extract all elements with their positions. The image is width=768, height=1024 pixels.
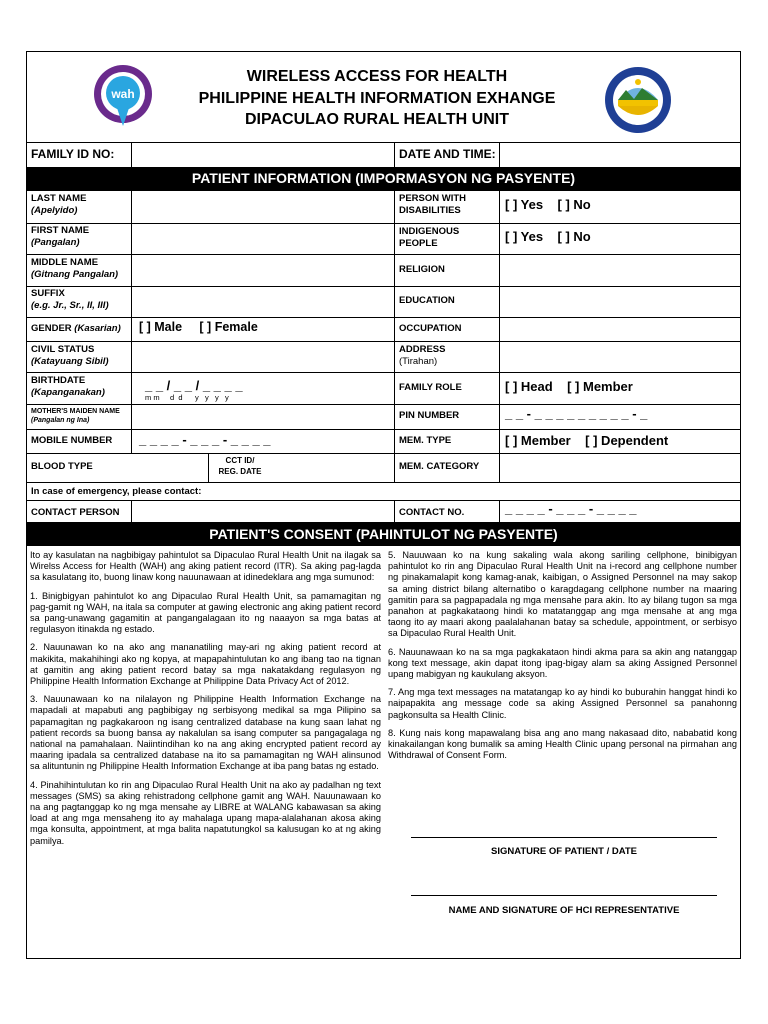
address-field[interactable]: [500, 342, 740, 372]
middle-name-label: MIDDLE NAME (Gitnang Pangalan): [31, 257, 119, 280]
date-time-label: DATE AND TIME:: [399, 147, 496, 161]
contact-no-label: CONTACT NO.: [399, 507, 465, 518]
suffix-label: SUFFIX (e.g. Jr., Sr., II, III): [31, 288, 109, 311]
cct-field[interactable]: [272, 454, 394, 482]
last-name-label: LAST NAME (Apelyido): [31, 193, 87, 216]
family-id-field[interactable]: [132, 143, 394, 167]
consent-heading: PATIENT'S CONSENT (PAHINTULOT NG PASYENTE): [27, 523, 740, 546]
consent-right-column: [388, 550, 737, 768]
title-line-2: PHILIPPINE HEALTH INFORMATION EXHANGE: [198, 89, 556, 107]
contact-person-label: CONTACT PERSON: [31, 507, 120, 518]
patient-signature-line[interactable]: [411, 837, 717, 838]
consent-paragraph: 5. Nauuwaan ko na kung sakaling wala akong sariling cellphone, binibigyan pahintulot ko rin ang Dipaculao Rural Health Unit na i-record ang cellphone number ng pinakamalapit kong kamag-anak, kaibigan, o Assigned Personnel na may sakop sa aming district bilang alternatibo o karagdagang cellphone number na maaring gamitin para sa pagpapadala ng mga mensahe para akin. Ito ay bilang tugon sa mga panahon at pagkakataong hindi ko matatanggap ang mga mensahe at ang mga taong ito ay maari akong paalalahanan batay sa schedule, appointment, or serbisyo sa Dipaculao Rural Health Unit.: [388, 550, 737, 639]
mem-category-label: MEM. CATEGORY: [399, 461, 480, 472]
consent-paragraph: 6. Nauunawaan ko na sa mga pagkakataon hindi akma para sa akin ang natanggap kong text message, akin dapat itong ipag-bigay alam sa aking Assigned Personnel upang mabigyan ng kaukulang aksyon.: [388, 646, 737, 680]
consent-paragraph: 7. Ang mga text messages na matatangap ko ay hindi ko buburahin hanggat hindi ko naipapakita ang message code sa aking Assigned Personnel sa panahonng pagkonsulta sa Health Clinic.: [388, 687, 737, 720]
patient-signature-label: SIGNATURE OF PATIENT / DATE: [490, 846, 638, 857]
cct-label: CCT ID/ REG. DATE: [218, 456, 262, 476]
date-time-field[interactable]: [500, 143, 740, 167]
title-line-3: DIPACULAO RURAL HEALTH UNIT: [245, 111, 509, 128]
hci-signature-line[interactable]: [411, 895, 717, 896]
consent-paragraph: 3. Nauunawaan ko na nilalayon ng Philippine Health Information Exchange na mapadali at mapabuti ang pagbibigay ng serbisyong medikal sa mga Pilipino sa papamagitan ng pagkakaroon ng isang centralized database na kung saan lahat ng patient records sa buong bansa ay nakalulan sa isang computer sa pangagalaga ng national na pamahalaan. Naiintindihan ko na ang aking encrypted patient record ay maaring ipadala sa centralized database na ito sa pamamagitan ng WAH alinsunod sa alituntunin ng Philippine Health Information Exchange at iba pang batas ng estado.: [30, 694, 381, 772]
title-line-1: WIRELESS ACCESS FOR HEALTH: [246, 68, 508, 85]
gender-options[interactable]: [ ] Male [ ] Female: [139, 320, 258, 334]
mothers-maiden-label: MOTHER'S MAIDEN NAME (Pangalan ng Ina): [31, 408, 120, 424]
blood-type-field[interactable]: [132, 454, 208, 482]
mothers-maiden-field[interactable]: [132, 405, 394, 429]
pin-label: PIN NUMBER: [399, 410, 460, 421]
mobile-label: MOBILE NUMBER: [31, 435, 113, 446]
address-label: ADDRESS (Tirahan): [399, 344, 446, 367]
family-role-label: FAMILY ROLE: [399, 382, 462, 393]
contact-person-field[interactable]: [132, 501, 394, 522]
gender-label: GENDER (Kasarian): [31, 323, 121, 334]
middle-name-field[interactable]: [132, 255, 394, 286]
civil-status-field[interactable]: [132, 342, 394, 372]
birthdate-label: BIRTHDATE (Kapanganakan): [31, 375, 105, 398]
suffix-field[interactable]: [132, 287, 394, 317]
indigenous-options[interactable]: [ ] Yes [ ] No: [505, 229, 591, 244]
mobile-blanks[interactable]: _ _ _ _ - _ _ _ - _ _ _ _: [139, 432, 271, 447]
last-name-field[interactable]: [132, 191, 394, 223]
birthdate-format: m m d d y y y y: [145, 393, 229, 402]
contact-no-blanks[interactable]: _ _ _ _ - _ _ _ - _ _ _ _: [505, 501, 637, 516]
wah-logo-icon: [93, 64, 153, 130]
family-id-label: FAMILY ID NO:: [31, 147, 115, 161]
form-header: [27, 52, 740, 143]
registration-form: [26, 51, 741, 959]
emergency-note: In case of emergency, please contact:: [31, 486, 202, 497]
civil-status-label: CIVIL STATUS (Katayuang Sibil): [31, 344, 109, 367]
consent-paragraph: 2. Nauunawan ko na ako ang mananatiling may-ari ng aking patient record at makikita, makahihingi ako ng kopya, at mapapahintulutan ko ang ibang tao na tignan at gamitin ang aking patient record batay sa mga nakatakdang regulasyon ng Philippine Health Information Exchange at Philippine Data Privacy Act of 2012.: [30, 642, 381, 687]
consent-paragraph: 1. Binigbigyan pahintulot ko ang Dipaculao Rural Health Unit, sa pamamagitan ng pag-gamit ng WAH, na itala sa computer at gawing electronic ang aking patient record sa pang-unawang gagamitin at pangangalagaan ito ng naaayon sa mga batas at regulasyon itinakda ng estado.: [30, 590, 381, 635]
occupation-field[interactable]: [500, 318, 740, 341]
education-field[interactable]: [500, 287, 740, 317]
pin-blanks[interactable]: _ _ - _ _ _ _ _ _ _ _ _ - _: [505, 406, 648, 421]
blood-type-label: BLOOD TYPE: [31, 461, 93, 472]
first-name-field[interactable]: [132, 224, 394, 254]
pwd-options[interactable]: [ ] Yes [ ] No: [505, 197, 591, 212]
mem-type-options[interactable]: [ ] Member [ ] Dependent: [505, 433, 669, 448]
birthdate-blanks[interactable]: _ _ / _ _ / _ _ _ _: [145, 378, 243, 393]
wah-logo-text: wah: [111, 87, 135, 101]
pwd-label: PERSON WITH DISABILITIES: [399, 193, 467, 216]
consent-paragraph: 4. Pinahihintulutan ko rin ang Dipaculao Rural Health Unit na ako ay padalhan ng text messages (SMS) sa aking rehistradong cellphone gamit ang WAH. Nauunawaan ko na ang pagtanggap ko ng mga mensahe ay LIBRE at WALANG kabawasan sa aking load at ang mga mensaheng ito ay mahalaga upang mapa-alalahanan akosa aking mga konsulta, appointment, at mga balita napatutungkol sa kalusugan ko at ng aking pamilya.: [30, 779, 381, 846]
first-name-label: FIRST NAME (Pangalan): [31, 225, 90, 248]
religion-label: RELIGION: [399, 264, 445, 275]
mem-category-field[interactable]: [500, 454, 740, 482]
header-titles: [157, 66, 597, 131]
indigenous-label: INDIGENOUS PEOPLE: [399, 226, 460, 249]
patient-info-heading: PATIENT INFORMATION (IMPORMASYON NG PASYENTE): [27, 167, 740, 190]
religion-field[interactable]: [500, 255, 740, 286]
municipal-seal-icon: [604, 66, 672, 134]
mem-type-label: MEM. TYPE: [399, 435, 452, 446]
family-role-options[interactable]: [ ] Head [ ] Member: [505, 379, 633, 394]
occupation-label: OCCUPATION: [399, 323, 462, 334]
hci-signature-label: NAME AND SIGNATURE OF HCI REPRESENTATIVE: [448, 905, 680, 916]
consent-paragraph: 8. Kung nais kong mapawalang bisa ang ano mang nakasaad dito, nababatid kong kinakailangan kong bumalik sa aming Health Clinic upang personal na pirmahan ang Withdrawal of Consent Form.: [388, 727, 737, 761]
education-label: EDUCATION: [399, 295, 455, 306]
consent-left-column: [30, 550, 381, 854]
consent-paragraph: Ito ay kasulatan na nagbibigay pahintulot sa Dipaculao Rural Health Unit na ilagak sa Wirelss Access for Health (WAH) ang aking patient record (ITR). Sa aking pag-lagda sa kasulatang ito, buong linaw kong nauunawaan at idinedeklara ang mga sumunod:: [30, 550, 381, 583]
